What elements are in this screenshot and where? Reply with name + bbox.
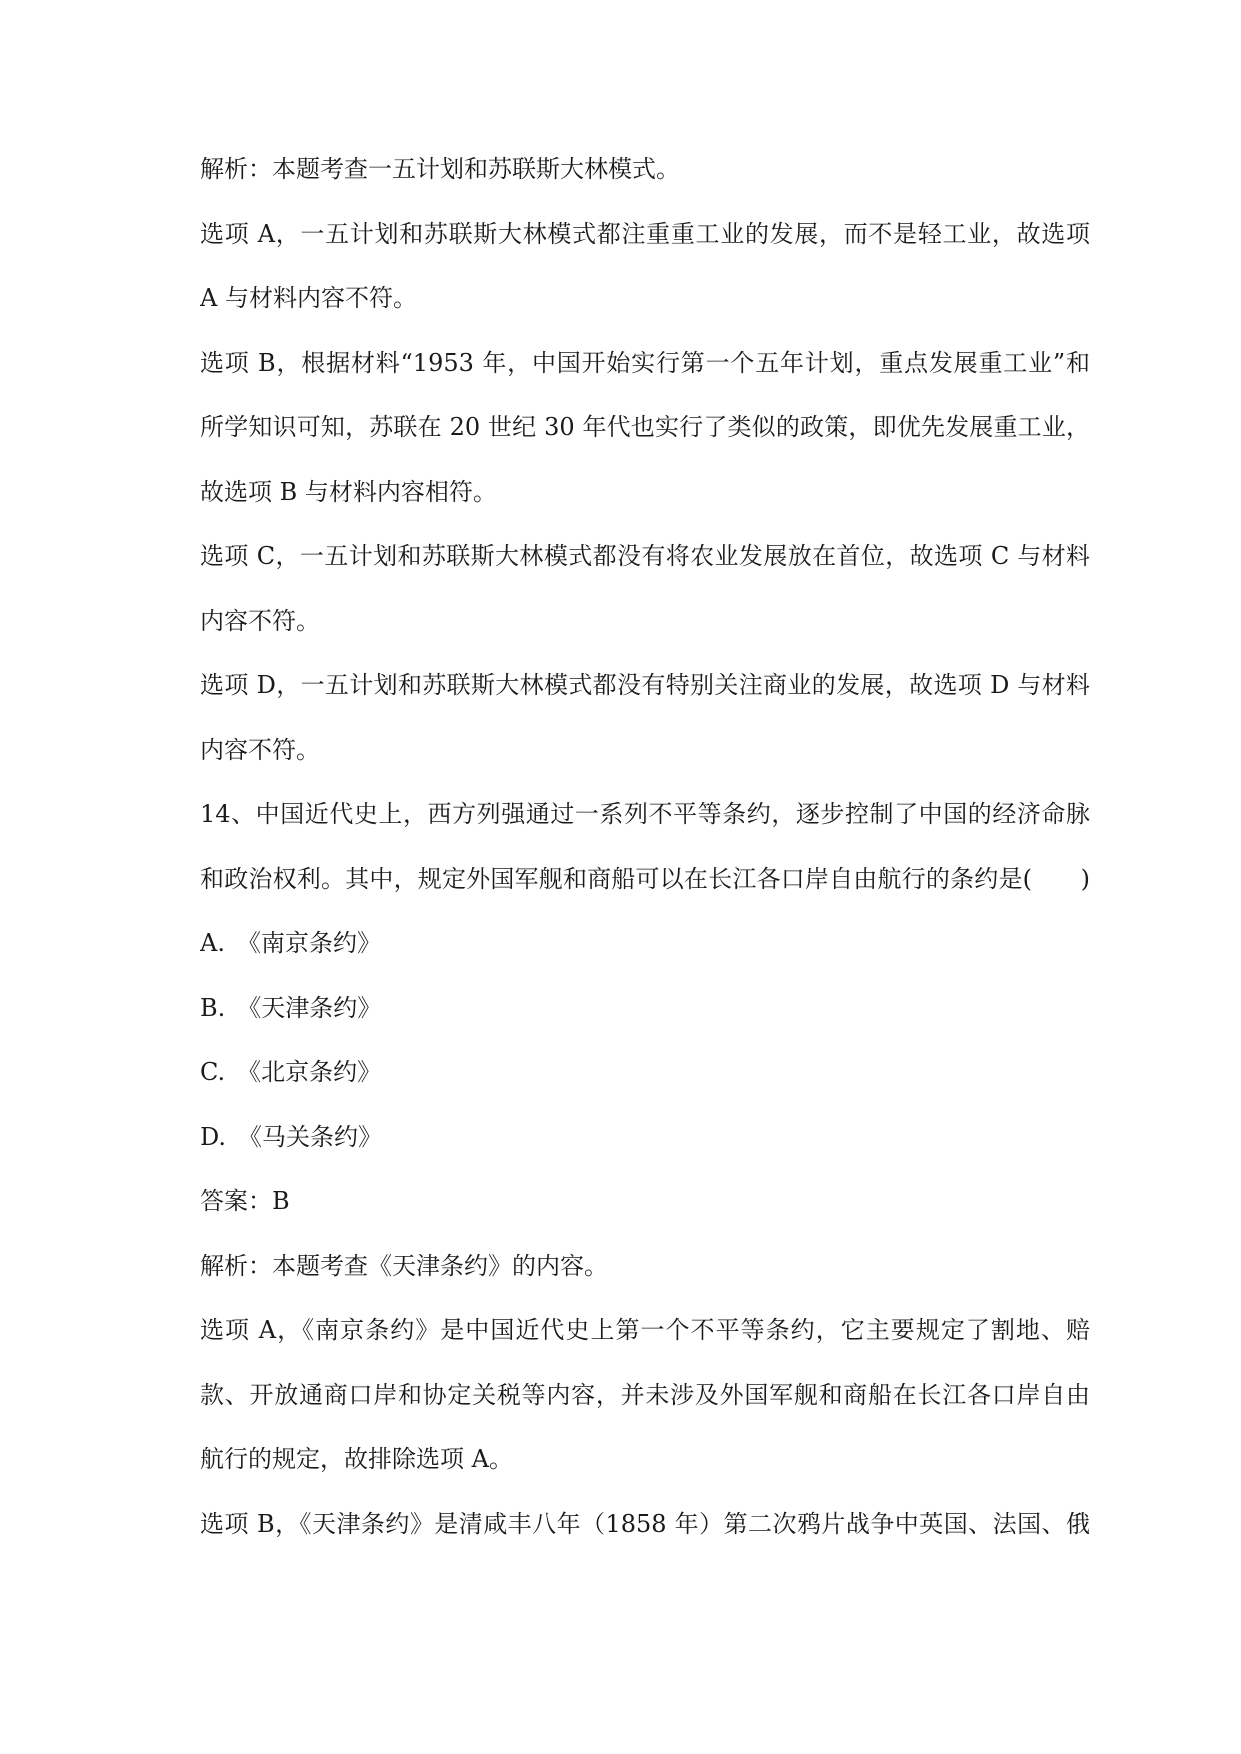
option-a: A. 《南京条约》 bbox=[200, 929, 381, 957]
paragraph-line: A 与材料内容不符。 bbox=[200, 284, 417, 312]
analysis-heading: 解析：本题考查一五计划和苏联斯大林模式。 bbox=[200, 155, 680, 183]
paragraph-line: 故选项 B 与材料内容相符。 bbox=[200, 477, 497, 506]
analysis-heading: 解析：本题考查《天津条约》的内容。 bbox=[200, 1251, 608, 1280]
question-text: 和政治权利。其中，规定外国军舰和商船可以在长江各口岸自由航行的条约是( ) bbox=[200, 864, 1090, 893]
paragraph-line: 选项 A，《南京条约》是中国近代史上第一个不平等条约，它主要规定了割地、赔 bbox=[200, 1316, 1090, 1344]
option-d: D. 《马关条约》 bbox=[200, 1122, 383, 1151]
document-body bbox=[200, 137, 1090, 1556]
paragraph-line: 选项 D，一五计划和苏联斯大林模式都没有特别关注商业的发展，故选项 D 与材料 bbox=[200, 671, 1090, 699]
paragraph-line: 选项 B，根据材料“1953 年，中国开始实行第一个五年计划，重点发展重工业”和 bbox=[200, 348, 1090, 377]
paragraph-line: 内容不符。 bbox=[200, 735, 320, 764]
paragraph-line: 航行的规定，故排除选项 A。 bbox=[200, 1445, 513, 1473]
paragraph-line: 款、开放通商口岸和协定关税等内容，并未涉及外国军舰和商船在长江各口岸自由 bbox=[200, 1380, 1090, 1409]
question-text: 14、中国近代史上，西方列强通过一系列不平等条约，逐步控制了中国的经济命脉 bbox=[200, 800, 1090, 828]
paragraph-line: 选项 C，一五计划和苏联斯大林模式都没有将农业发展放在首位，故选项 C 与材料 bbox=[200, 542, 1090, 570]
paragraph-line: 选项 A，一五计划和苏联斯大林模式都注重重工业的发展，而不是轻工业，故选项 bbox=[200, 219, 1090, 248]
paragraph-line: 所学知识可知，苏联在 20 世纪 30 年代也实行了类似的政策，即优先发展重工业， bbox=[200, 413, 1090, 441]
option-b: B. 《天津条约》 bbox=[200, 993, 382, 1022]
paragraph-line: 选项 B，《天津条约》是清咸丰八年（1858 年）第二次鸦片战争中英国、法国、俄 bbox=[200, 1509, 1090, 1538]
answer-line: 答案：B bbox=[200, 1187, 290, 1215]
option-c: C. 《北京条约》 bbox=[200, 1058, 382, 1086]
paragraph-line: 内容不符。 bbox=[200, 606, 320, 635]
